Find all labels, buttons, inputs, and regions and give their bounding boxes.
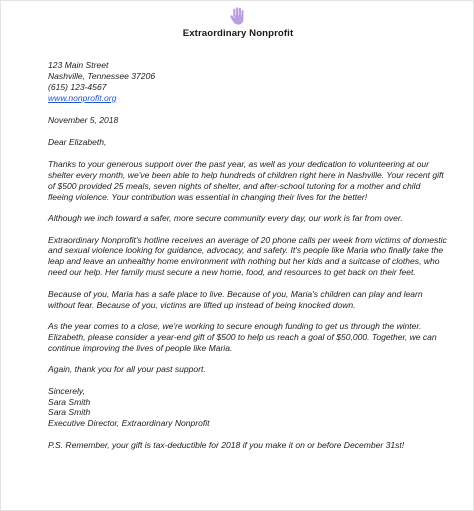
paragraph-5 — [48, 321, 444, 354]
paragraph-line: shelter every month, we've been able to help hundreds of children right here in Nashville. Your recent gift — [48, 169, 444, 180]
signer-title: Executive Director, Extraordinary Nonprofit — [48, 418, 210, 429]
paragraph-line: leap and leave an unhealthy home environment with nothing but her kids and a suitcase of clothes, who — [48, 256, 440, 267]
paragraph-line: Because of you, Maria has a safe place to live. Because of you, Maria's children can play and learn — [48, 288, 423, 299]
valediction: Sincerely, — [48, 385, 85, 396]
paragraph-line: Thanks to your generous support over the past year, as well as your dedication to volunteering at our — [48, 159, 430, 169]
address-city: Nashville, Tennessee 37206 — [48, 70, 156, 81]
signer-name: Sara Smith — [48, 407, 91, 418]
paragraph-line: of $500 provided 25 meals, seven nights of shelter, and after-school tutoring for a mother and child — [48, 180, 421, 191]
org-name-heading: Extraordinary Nonprofit — [182, 28, 294, 39]
paragraph-line: Elizabeth, please consider a year-end gift of $500 to help us reach a goal of $50,000. Together, we can — [48, 331, 437, 342]
signature: Sara Smith — [48, 396, 91, 407]
letterhead — [1, 7, 474, 39]
paragraph-6 — [48, 364, 444, 375]
paragraph-line: fleeing violence. Your contribution was essential in changing their lives for the better! — [48, 191, 368, 202]
paragraph-2 — [48, 213, 444, 224]
paragraph-line: continue improving the lives of people like Maria. — [48, 342, 233, 353]
paragraph-line: Extraordinary Nonprofit's hotline receives an average of 20 phone calls per week from victims of domestic — [48, 234, 447, 245]
raised-hand-logo-icon — [230, 7, 246, 25]
address-street: 123 Main Street — [48, 60, 109, 70]
website-link[interactable]: www.nonprofit.org — [48, 92, 117, 103]
paragraph-4 — [48, 289, 444, 311]
paragraph-line: need our help. Her family must secure a new home, food, and resources to get back on their feet. — [48, 267, 416, 278]
letter-body — [48, 60, 447, 451]
paragraph-line: without fear. Because of you, victims are lifted up instead of being knocked down. — [48, 299, 356, 310]
letter-date: November 5, 2018 — [48, 114, 119, 125]
paragraph-line: Although we inch toward a safer, more secure community every day, our work is far from over. — [48, 213, 403, 224]
paragraph-3 — [48, 234, 447, 279]
paragraph-line: As the year comes to a close, we're working to secure enough funding to get us through the winter. — [48, 320, 422, 331]
closing-block — [48, 386, 444, 430]
paragraph-line: and sexual violence looking for guidance, advocacy, and safety. It's people like Maria who finally take the — [48, 245, 444, 256]
address-phone: (615) 123-4567 — [48, 81, 107, 92]
salutation: Dear Elizabeth, — [48, 136, 107, 147]
sender-address — [48, 60, 444, 104]
paragraph-1 — [48, 159, 444, 203]
paragraph-line: Again, thank you for all your past support. — [48, 364, 206, 375]
postscript: P.S. Remember, your gift is tax-deductible for 2018 if you make it on or before December 31st! — [48, 439, 405, 450]
